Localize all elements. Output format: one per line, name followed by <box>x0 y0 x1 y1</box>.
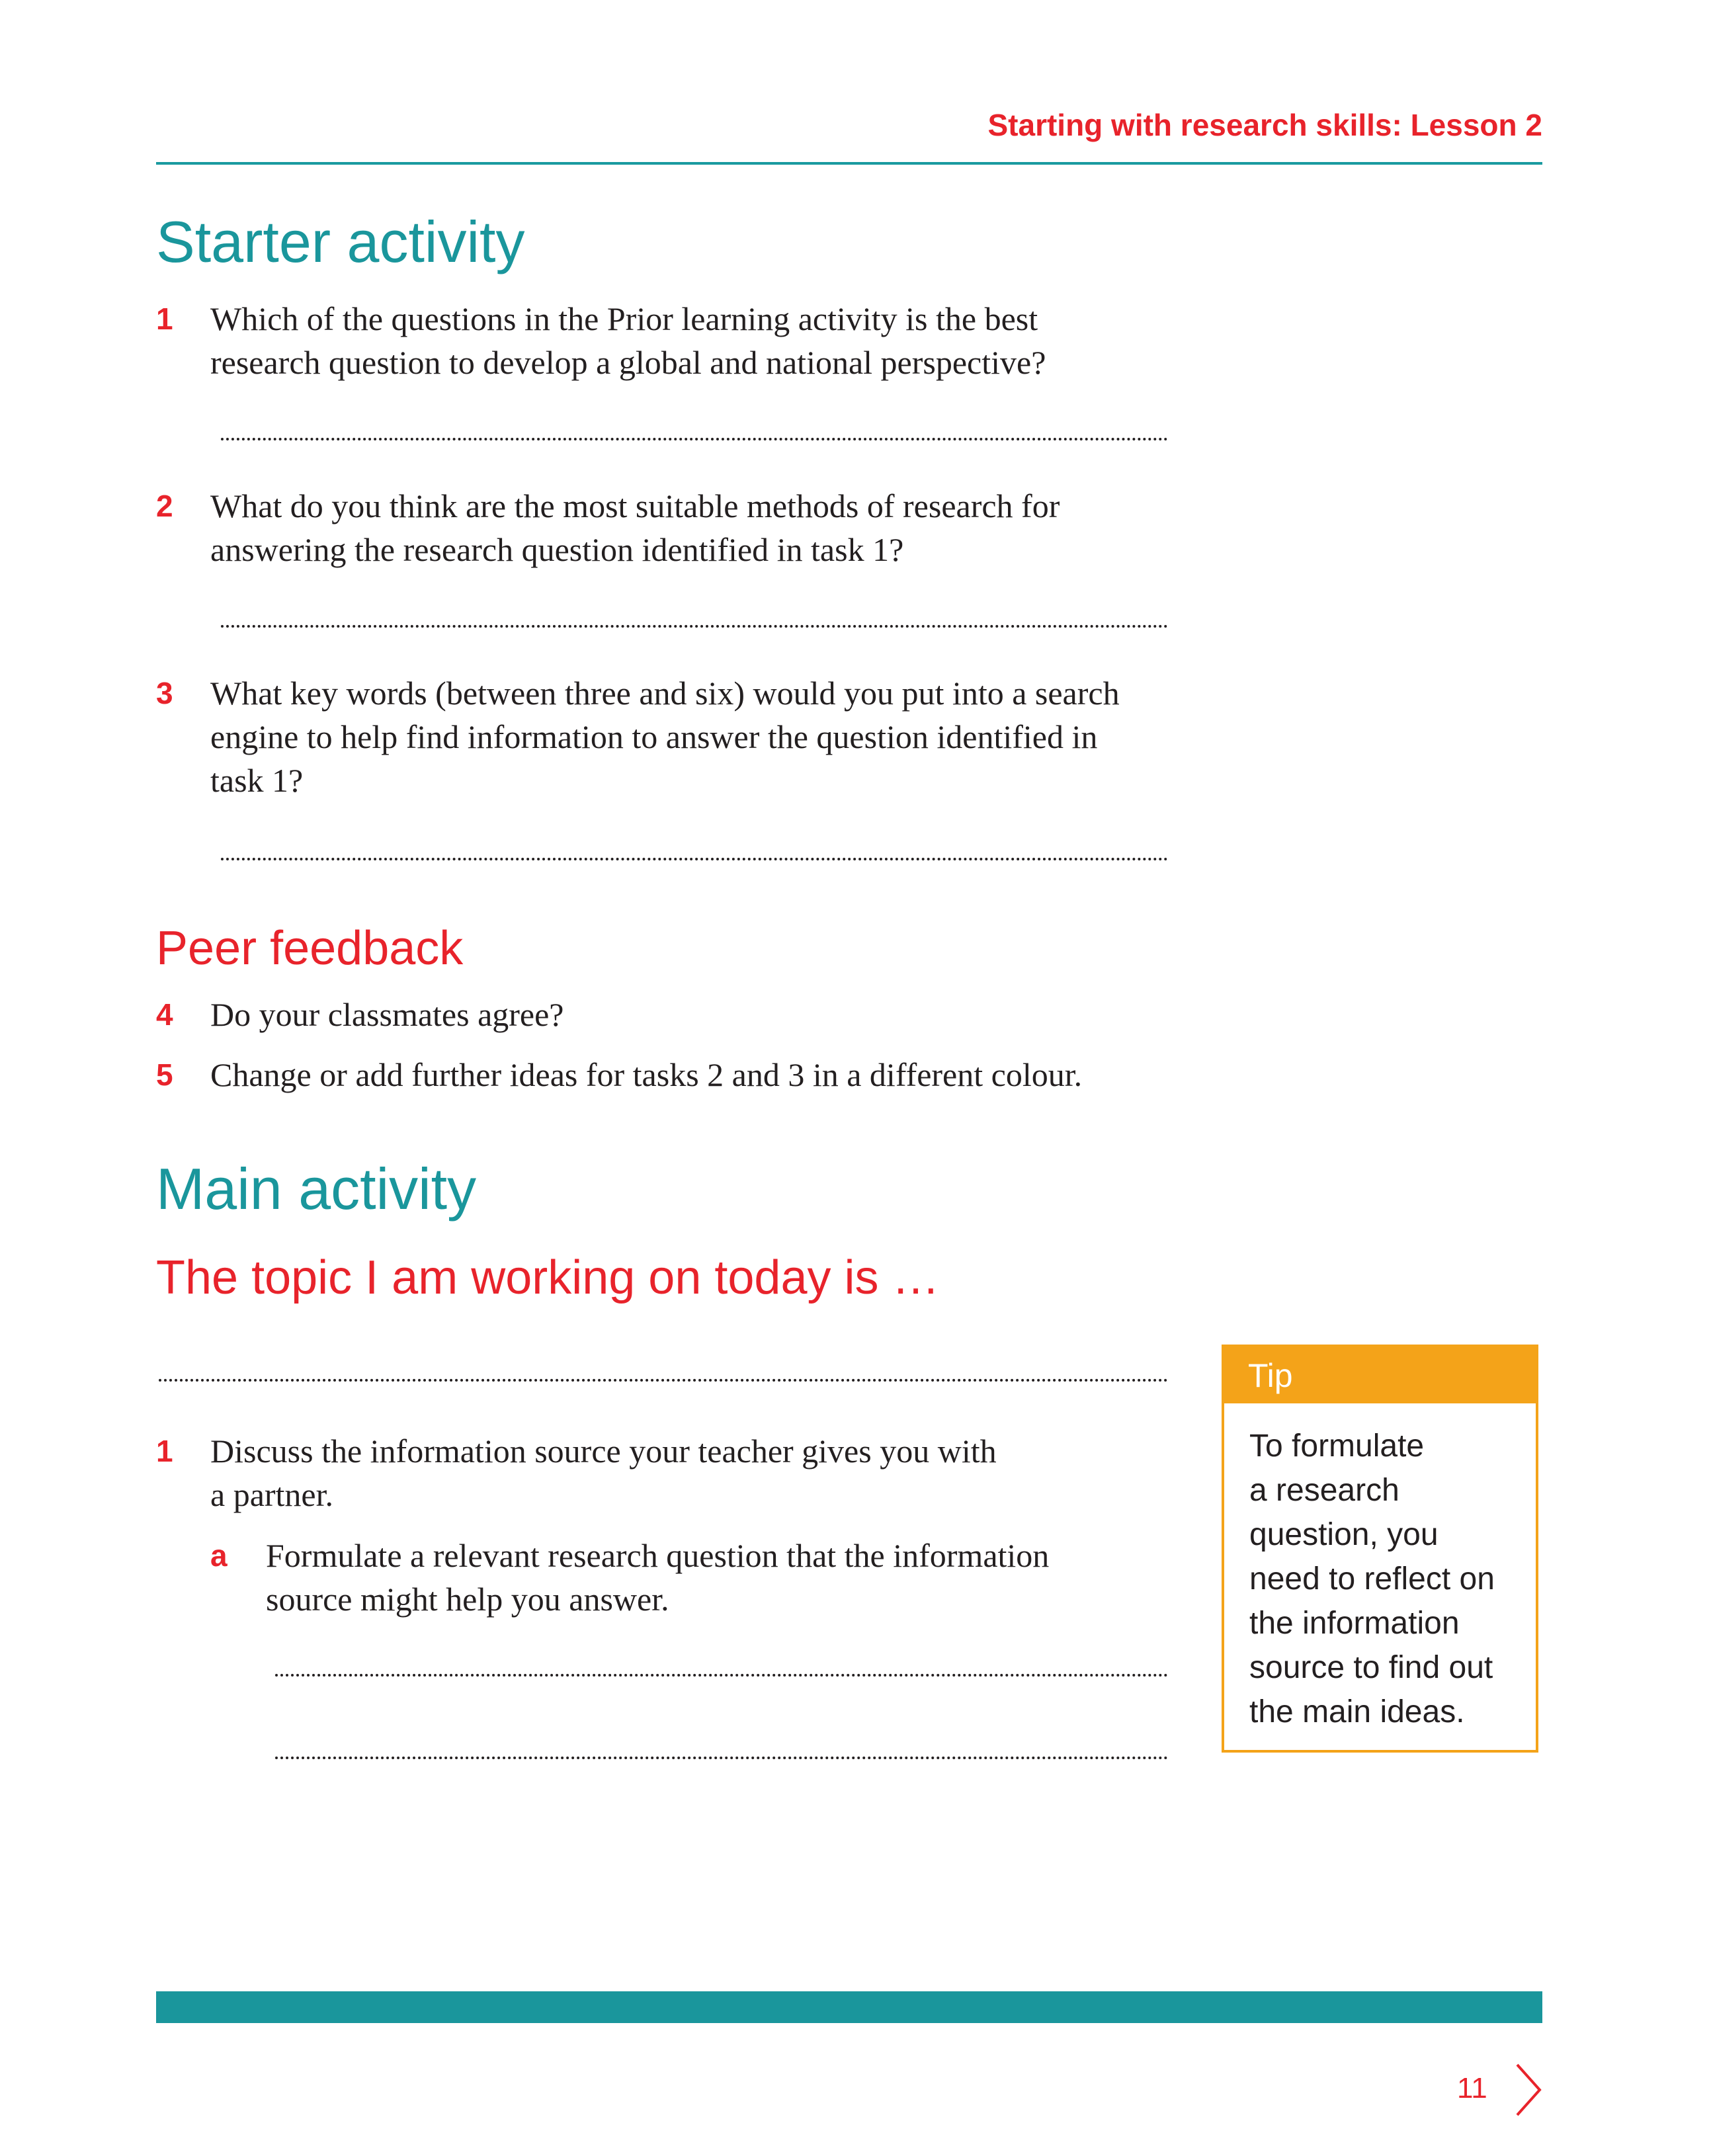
tip-body <box>1249 1424 1527 1734</box>
main-question-1-line: a partner. <box>210 1476 334 1513</box>
question-3-line: task 1? <box>210 762 304 799</box>
question-number-5: 5 <box>156 1057 173 1092</box>
question-1-line: research question to develop a global and national perspective? <box>210 344 1046 381</box>
header-rule <box>156 162 1542 165</box>
question-number-3: 3 <box>156 676 173 710</box>
tip-line: the main ideas. <box>1249 1694 1465 1729</box>
question-1-line: Which of the questions in the Prior learning activity is the best <box>210 300 1038 337</box>
peer-feedback-heading: Peer feedback <box>156 922 464 975</box>
question-3-text <box>210 671 1120 802</box>
question-3-line: engine to help find information to answer the question identified in <box>210 718 1098 755</box>
answer-line-a-1[interactable] <box>275 1674 1168 1677</box>
page-number: 11 <box>1457 2072 1487 2104</box>
main-activity-heading: Main activity <box>156 1156 477 1222</box>
answer-line-1[interactable] <box>221 438 1168 440</box>
tip-line: source to find out <box>1249 1650 1493 1685</box>
question-5-text: Change or add further ideas for tasks 2 and 3 in a different colour. <box>210 1056 1083 1093</box>
subquestion-letter-a: a <box>210 1538 228 1573</box>
answer-line-2[interactable] <box>221 625 1168 628</box>
main-question-1-line: Discuss the information source your teacher gives you with <box>210 1432 997 1470</box>
tip-title: Tip <box>1248 1357 1293 1394</box>
running-head: Starting with research skills: Lesson 2 <box>987 108 1542 142</box>
question-4-text: Do your classmates agree? <box>210 996 564 1033</box>
answer-line-3[interactable] <box>221 858 1168 860</box>
question-number-2: 2 <box>156 489 173 523</box>
main-question-1-text <box>210 1429 997 1516</box>
question-number-4: 4 <box>156 997 173 1032</box>
starter-activity-heading: Starter activity <box>156 209 525 274</box>
subquestion-a-line: source might help you answer. <box>266 1581 669 1618</box>
subquestion-a-text <box>266 1534 1049 1621</box>
answer-line-a-2[interactable] <box>275 1757 1168 1759</box>
chevron-right-icon[interactable] <box>1515 2062 1544 2118</box>
tip-line: the information <box>1249 1606 1460 1641</box>
subquestion-a-line: Formulate a relevant research question that the information <box>266 1537 1050 1574</box>
tip-header <box>1224 1347 1536 1403</box>
tip-box <box>1222 1345 1538 1753</box>
topic-heading: The topic I am working on today is … <box>156 1251 940 1304</box>
tip-line: a research <box>1249 1473 1399 1508</box>
question-1-text <box>210 297 1046 384</box>
tip-line: To formulate <box>1249 1429 1425 1464</box>
tip-line: need to reflect on <box>1249 1561 1495 1596</box>
question-number-1: 1 <box>156 302 173 336</box>
question-3-line: What key words (between three and six) would you put into a search <box>210 675 1120 712</box>
question-2-line: What do you think are the most suitable methods of research for <box>210 487 1060 524</box>
topic-answer-line[interactable] <box>159 1379 1168 1382</box>
question-2-line: answering the research question identified in task 1? <box>210 531 904 568</box>
footer-bar <box>156 1991 1542 2023</box>
tip-line: question, you <box>1249 1517 1439 1552</box>
main-question-number-1: 1 <box>156 1434 173 1468</box>
question-2-text <box>210 484 1060 571</box>
